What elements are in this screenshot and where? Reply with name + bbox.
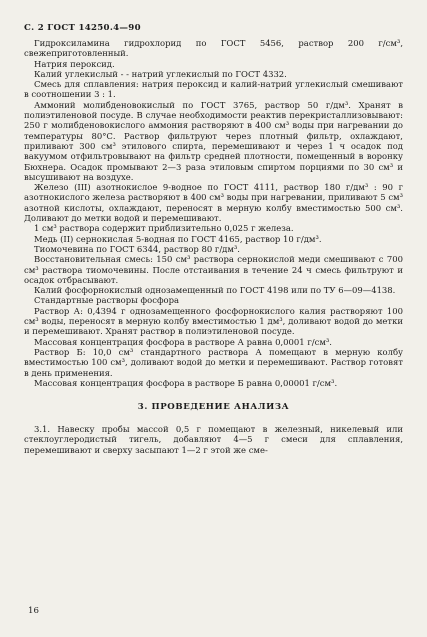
paragraph-fusion-mixture: Смесь для сплавления: натрия пероксид и калий-натрий углекислый смешивают в соотношении 3 : 1. <box>24 79 403 100</box>
paragraph-solution-a-concentration: Массовая концентрация фосфора в растворе А равна 0,0001 г/см³. <box>34 336 332 347</box>
paragraph-potassium-phosphate: Калий фосфорнокислый однозамещенный по ГОСТ 4198 или по ТУ 6—09—4138. <box>34 285 396 296</box>
paragraph-solution-b: Раствор Б: 10,0 см³ стандартного раствора А помещают в мерную колбу вместимостью 100 см³, доливают водой до метки и перемешивают. Раствор готовят в день применения. <box>24 346 403 378</box>
document-body <box>24 38 403 455</box>
paragraph-solution-b-concentration: Массовая концентрация фосфора в растворе Б равна 0,00001 г/см³. <box>34 377 338 388</box>
page-number: 16 <box>28 606 39 616</box>
paragraph-potassium-sodium-carbonate: Калий углекислый - - натрий углекислый по ГОСТ 4332. <box>34 68 287 79</box>
paragraph-standard-solutions-heading: Стандартные растворы фосфора <box>34 295 180 306</box>
paragraph-iron-content: 1 см³ раствора содержит приблизительно 0,025 г железа. <box>34 223 294 234</box>
page-header: С. 2 ГОСТ 14250.4—90 <box>24 23 141 33</box>
paragraph-hydroxylamine: Гидроксиламина гидрохлорид по ГОСТ 5456, раствор 200 г/см³, свежеприготовленный. <box>24 38 403 59</box>
paragraph-sodium-peroxide: Натрия пероксид. <box>34 58 115 69</box>
paragraph-reducing-mixture: Восстановительная смесь: 150 см³ раствора сернокислой меди смешивают с 700 см³ раствора тиомочевины. После отстаивания в течение 24 ч смесь фильтруют и осадок отбрасывают. <box>24 254 403 285</box>
paragraph-analysis-step-3-1: 3.1. Навеску пробы массой 0,5 г помещают в железный, никелевый или стеклоуглеродистый тигель, добавляют 4—5 г смеси для сплавления, перемешивают и сверху засыпают 1—2 г этой же сме- <box>24 424 403 455</box>
paragraph-solution-a: Раствор А: 0,4394 г однозамещенного фосфорнокислого калия растворяют 100 см³ воды, переносят в мерную колбу вместимостью 1 дм³, доливают водой до метки и перемешивают. Хранят раствор в полиэтиленовой посуде. <box>24 305 403 337</box>
paragraph-iron-nitrate: Железо (III) азотнокислое 9-водное по ГОСТ 4111, раствор 180 г/дм³ : 90 г азотнокислого железа растворяют в 400 см³ воды при нагревании, приливают 5 см³ азотной кислоты, охлаждают, переносят в мерную колбу вместимостью 500 см³. Доливают до метки водой и перемешивают. <box>24 182 403 224</box>
paragraph-thiourea: Тиомочевина по ГОСТ 6344, раствор 80 г/дм³. <box>34 243 240 254</box>
section-title: 3. ПРОВЕДЕНИЕ АНАЛИЗА <box>137 402 290 413</box>
paragraph-copper-sulfate: Медь (II) сернокислая 5-водная по ГОСТ 4165, раствор 10 г/дм³. <box>34 233 322 244</box>
paragraph-ammonium-molybdate: Аммоний молибденовокислый по ГОСТ 3765, раствор 50 г/дм³. Хранят в полиэтиленовой посуде. В случае необходимости реактив перекристаллизовывают: 250 г молибденовокислого аммония растворяют в 400 см³ воды при нагревании до температуры 80°С. Раствор фильтруют через плотный фильтр, охлаждают, приливают 300 см³ этилового спирта, перемешивают и через 1 ч осадок под вакуумом отфильтровывают на фильтр средней плотности, помещенный в воронку Бюхнера. Осадок промывают 2—3 раза этиловым спиртом порциями по 30 см³ и высушивают на воздухе. <box>24 99 403 182</box>
